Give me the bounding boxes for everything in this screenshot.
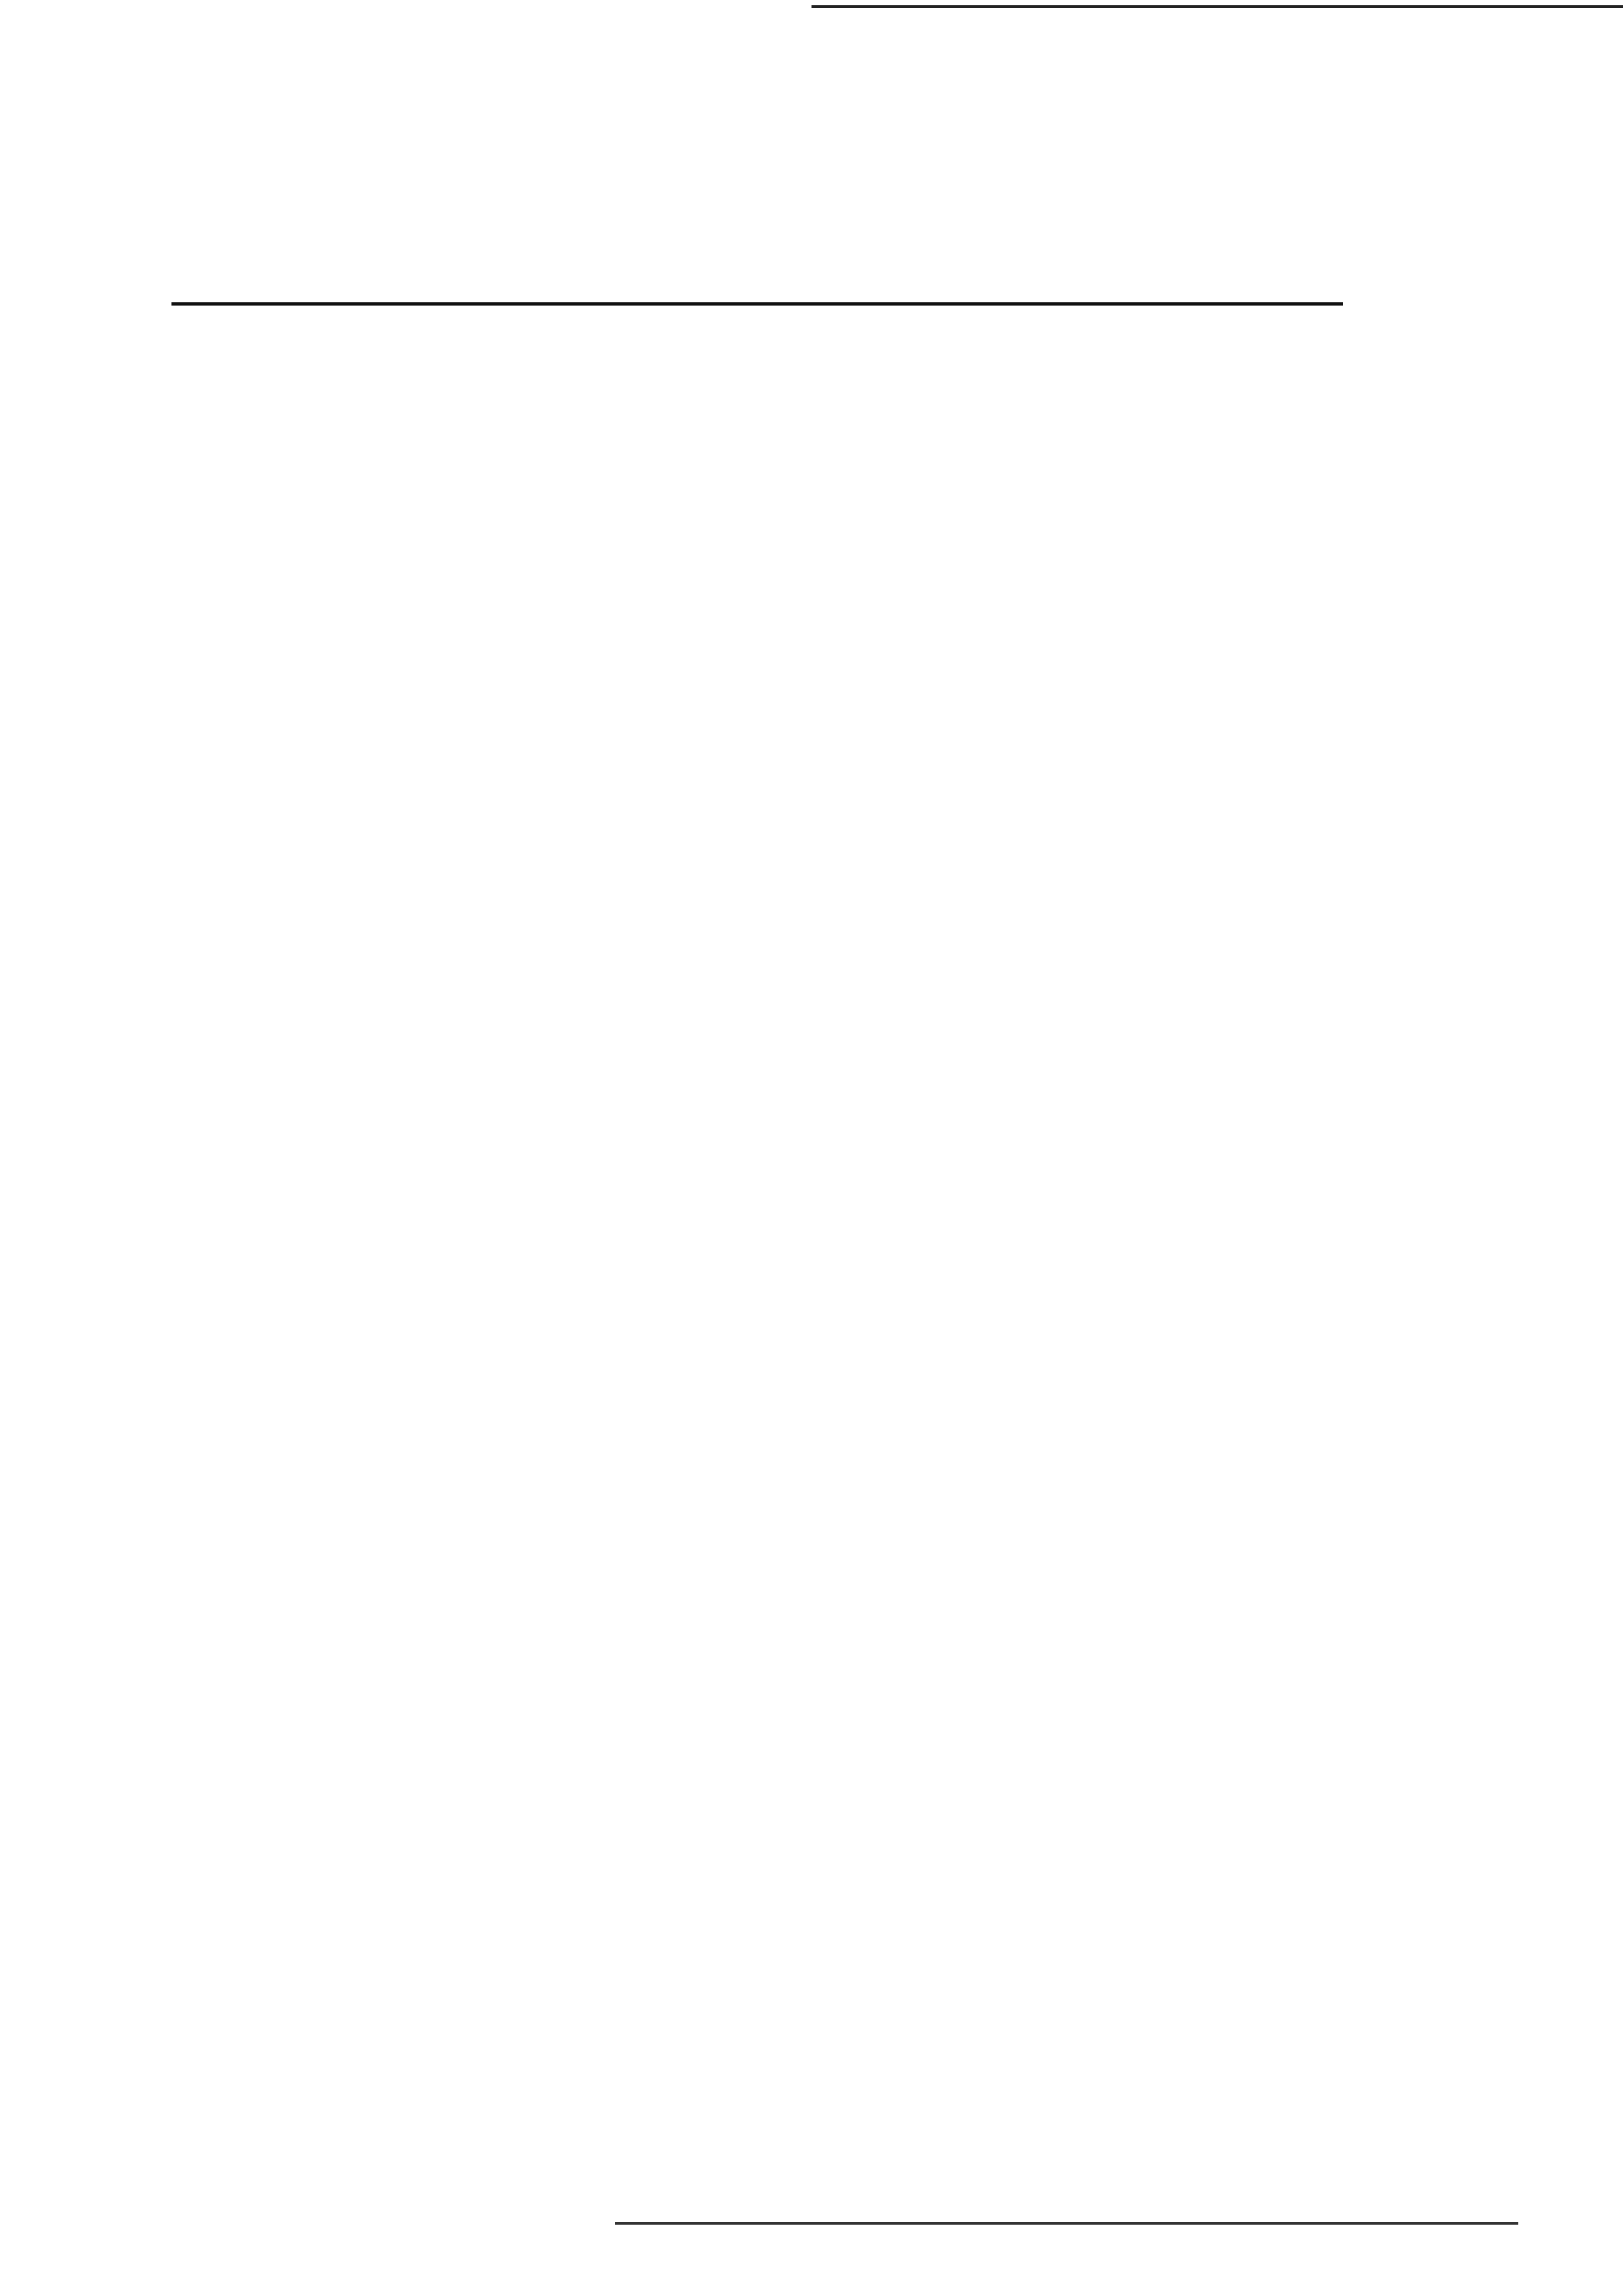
bottom-rule bbox=[615, 2222, 1518, 2225]
